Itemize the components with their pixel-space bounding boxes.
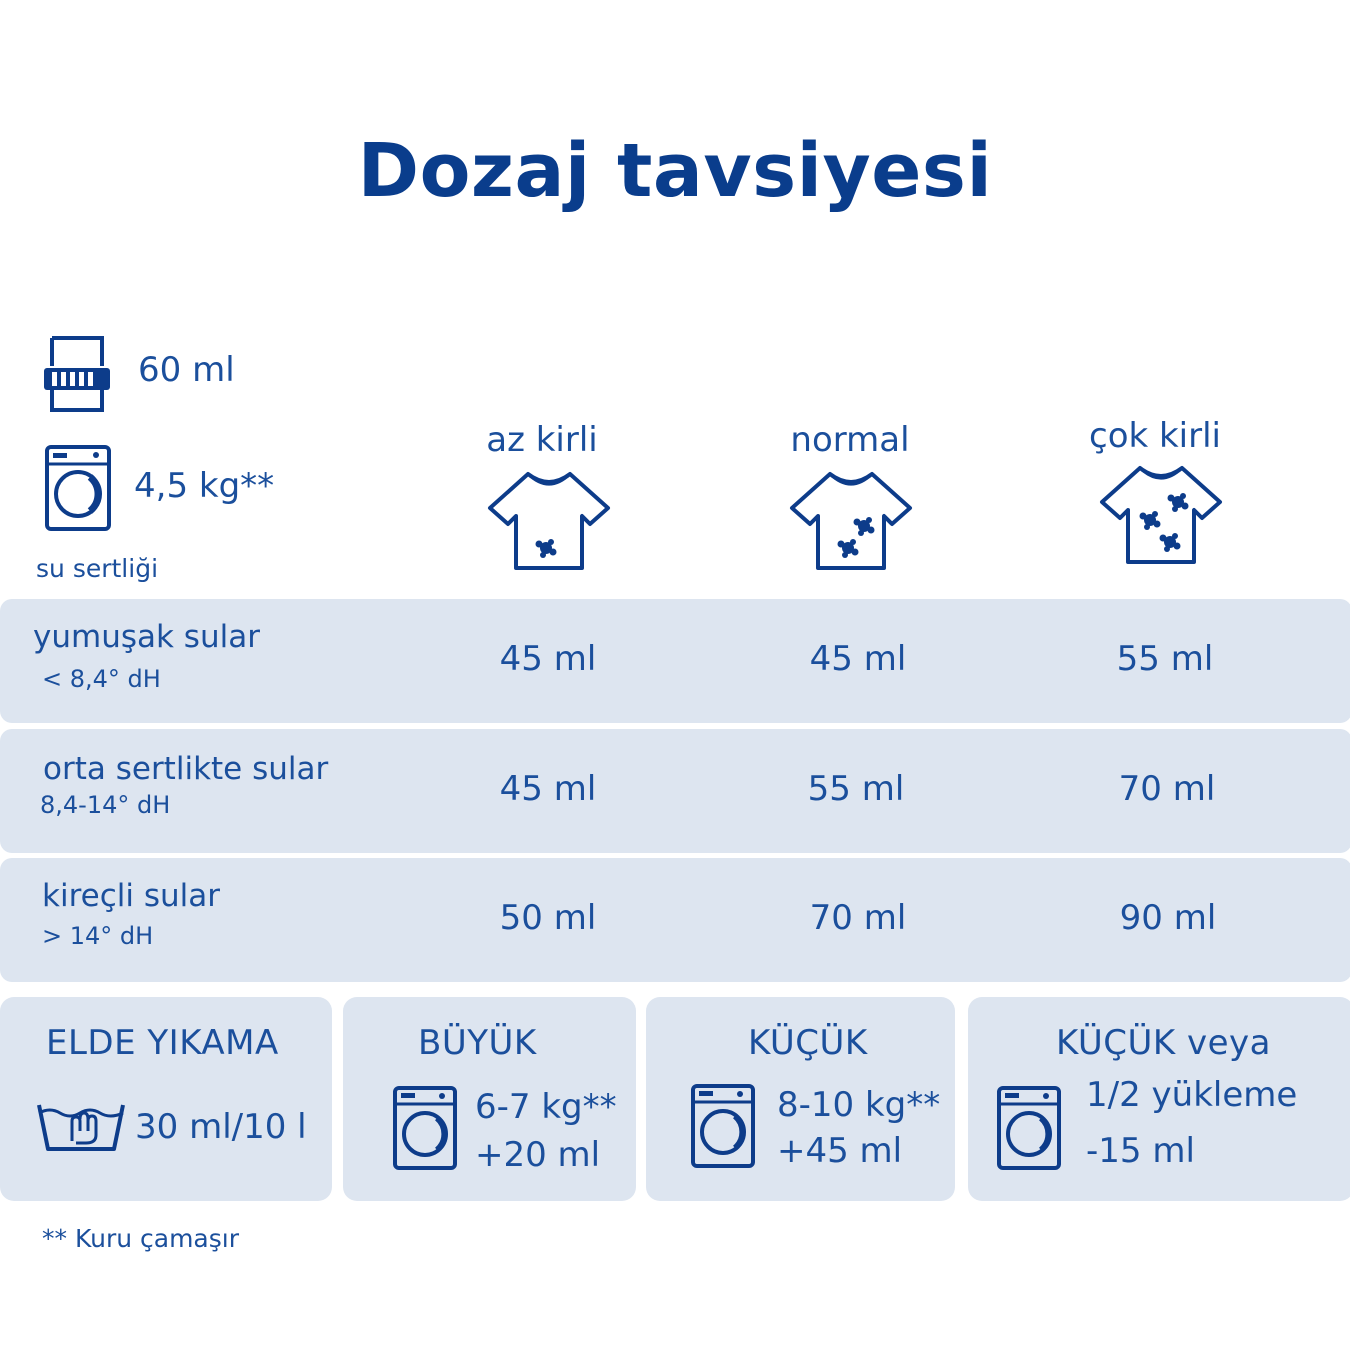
shirt-heavy-stain-icon <box>1098 464 1224 566</box>
table-row <box>0 729 1350 853</box>
dose-cell: 45 ml <box>499 639 597 679</box>
dose-cell: 70 ml <box>1118 769 1216 809</box>
soil-level-light: az kirli <box>486 420 598 460</box>
dosing-cap-icon <box>40 334 114 414</box>
footnote: ** Kuru çamaşır <box>42 1224 239 1253</box>
row-sub: < 8,4° dH <box>42 665 161 693</box>
dose-cell: 50 ml <box>499 898 597 938</box>
washing-machine-icon <box>690 1083 756 1169</box>
washing-machine-icon <box>996 1085 1062 1171</box>
water-hardness-label: su sertliği <box>36 554 159 583</box>
card-title: KÜÇÜK <box>748 1023 868 1063</box>
row-name: kireçli sular <box>42 878 220 914</box>
dose-cell: 45 ml <box>499 769 597 809</box>
dose-cell: 55 ml <box>1116 639 1214 679</box>
shirt-light-stain-icon <box>486 470 612 572</box>
card-load: 8-10 kg** <box>777 1085 941 1125</box>
table-row <box>0 599 1350 723</box>
hand-wash-card <box>0 997 332 1201</box>
large-load-card <box>343 997 636 1201</box>
card-dose: +45 ml <box>777 1131 903 1171</box>
washing-machine-icon <box>44 444 112 532</box>
table-row <box>0 858 1350 982</box>
row-name: yumuşak sular <box>33 619 260 655</box>
half-load-card <box>968 997 1350 1201</box>
row-sub: 8,4-14° dH <box>40 791 171 819</box>
dose-cell: 55 ml <box>807 769 905 809</box>
small-load-card <box>646 997 955 1201</box>
card-title: BÜYÜK <box>418 1023 537 1063</box>
shirt-medium-stain-icon <box>788 470 914 572</box>
washing-machine-icon <box>392 1085 458 1171</box>
card-dose: +20 ml <box>475 1135 601 1175</box>
card-dose: -15 ml <box>1086 1131 1195 1171</box>
dose-cell: 90 ml <box>1119 898 1217 938</box>
card-dose: 30 ml/10 l <box>135 1107 307 1147</box>
soil-level-normal: normal <box>790 420 910 460</box>
card-load: 6-7 kg** <box>475 1087 617 1127</box>
page-title: Dozaj tavsiyesi <box>357 128 993 214</box>
card-title: KÜÇÜK veya <box>1056 1023 1271 1063</box>
hand-wash-icon <box>36 1101 126 1153</box>
soil-level-heavy: çok kirli <box>1089 416 1221 456</box>
standard-dose: 60 ml <box>138 350 235 390</box>
card-title: ELDE YIKAMA <box>46 1023 279 1063</box>
row-name: orta sertlikte sular <box>43 751 329 787</box>
standard-load: 4,5 kg** <box>134 466 275 506</box>
row-sub: > 14° dH <box>42 922 154 950</box>
dose-cell: 45 ml <box>809 639 907 679</box>
dose-cell: 70 ml <box>809 898 907 938</box>
card-load: 1/2 yükleme <box>1086 1075 1298 1115</box>
